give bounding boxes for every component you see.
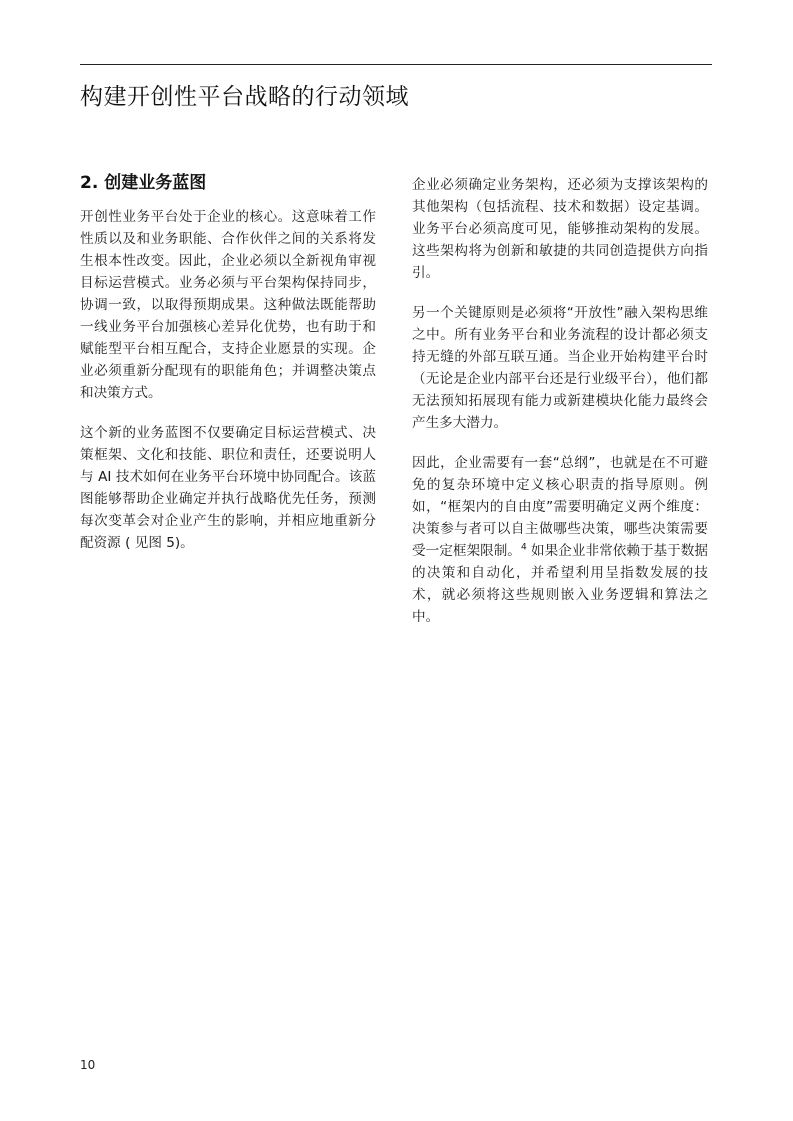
paragraph-text: 如果企业非常依赖于基于数据的决策和自动化，并希望利用呈指数发展的技术，就必须将这些规则嵌入业务逻辑和算法之中。 — [412, 543, 709, 625]
paragraph-text: 因此，企业需要有一套“总纲”，也就是在不可避免的复杂环境中定义核心职责的指导原则。例如，“框架内的自由度”需要明确定义两个维度：决策参与者可以自主做哪些决策，哪些决策需要受一定框架限制。 — [412, 455, 708, 559]
header-rule — [80, 64, 712, 65]
paragraph: 另一个关键原则是必须将“开放性”融入架构思维之中。所有业务平台和业务流程的设计都必须支持无缝的外部互联互通。当企业开始构建平台时（无论是企业内部平台还是行业级平台），他们都无法预知拓展现有能力或新建模块化能力最终会产生多大潜力。 — [412, 305, 708, 431]
page-number: 10 — [80, 1058, 96, 1072]
paragraph: 企业必须确定业务架构，还必须为支撑该架构的其他架构（包括流程、技术和数据）设定基调。业务平台必须高度可见，能够推动架构的发展。这些架构将为创新和敏捷的共同创造提供方向指引。 — [412, 177, 708, 281]
paragraph — [412, 452, 708, 628]
left-column — [80, 172, 376, 572]
right-column — [412, 174, 708, 646]
paragraph: 这个新的业务蓝图不仅要确定目标运营模式、决策框架、文化和技能、职位和责任，还要说明人与 AI 技术如何在业务平台环境中协同配合。该蓝图能够帮助企业确定并执行战略优先任务，预测每次变革会对企业产生的影响，并相应地重新分配资源 ( 见图 5)。 — [80, 425, 376, 551]
footnote-marker[interactable]: 4 — [520, 542, 527, 553]
section-heading: 2. 创建业务蓝图 — [80, 173, 207, 193]
paragraph: 开创性业务平台处于企业的核心。这意味着工作性质以及和业务职能、合作伙伴之间的关系将发生根本性改变。因此，企业必须以全新视角审视目标运营模式。业务必须与平台架构保持同步，协调一致，以取得预期成果。这种做法既能帮助一线业务平台加强核心差异化优势，也有助于和赋能型平台相互配合，支持企业愿景的实现。企业必须重新分配现有的职能角色；并调整决策点和决策方式。 — [80, 209, 376, 401]
page-title: 构建开创性平台战略的行动领域 — [80, 84, 409, 110]
